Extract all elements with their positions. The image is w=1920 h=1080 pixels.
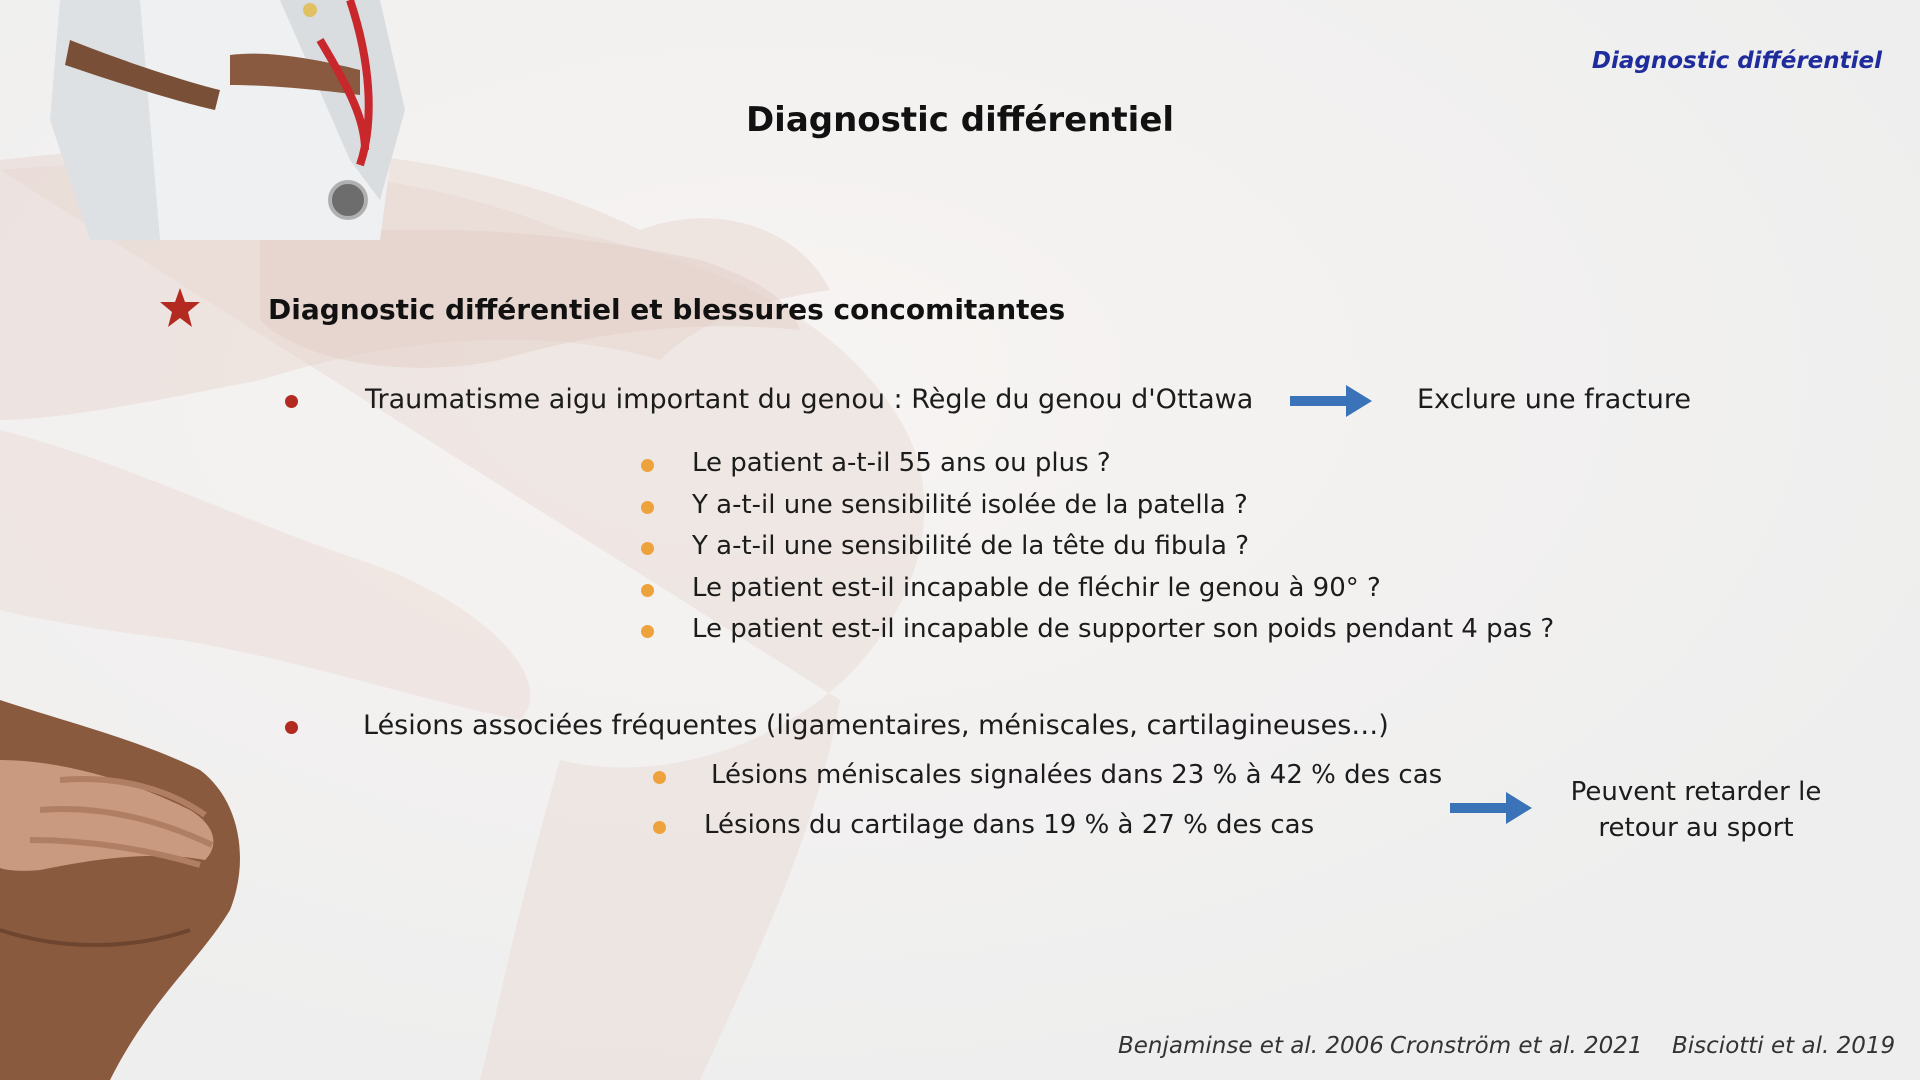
list-item-ottawa-rule: Traumatisme aigu important du genou : Règle du genou d'Ottawa [365, 384, 1254, 415]
bullet-dot [285, 721, 298, 734]
sub-list-item: Lésions du cartilage dans 19 % à 27 % des cas [704, 810, 1315, 840]
sub-bullet-dot [653, 821, 666, 834]
sub-bullet-dot [641, 584, 654, 597]
arrow-right-icon [1450, 790, 1532, 826]
corner-title: Diagnostic différentiel [1591, 48, 1882, 74]
sub-list-item: Le patient est-il incapable de supporter son poids pendant 4 pas ? [692, 614, 1555, 644]
page-title: Diagnostic différentiel [745, 100, 1175, 140]
citation: Benjaminse et al. 2006 [1118, 1033, 1384, 1059]
arrow-right-icon [1290, 383, 1372, 419]
bullet-dot [285, 395, 298, 408]
sub-list-item: Lésions méniscales signalées dans 23 % à 42 % des cas [711, 760, 1443, 790]
result-delay-return-to-sport: Peuvent retarder le retour au sport [1570, 777, 1822, 843]
sub-bullet-dot [641, 501, 654, 514]
star-icon [158, 286, 202, 330]
result-exclude-fracture: Exclure une fracture [1417, 384, 1691, 415]
sub-list-item: Y a-t-il une sensibilité isolée de la patella ? [692, 490, 1248, 520]
hand-on-knee-image [0, 700, 260, 1080]
sub-list-item: Le patient est-il incapable de fléchir le genou à 90° ? [692, 573, 1381, 603]
sub-list-item: Y a-t-il une sensibilité de la tête du fibula ? [692, 531, 1250, 561]
citation: Cronström et al. 2021 [1390, 1033, 1643, 1059]
citation: Bisciotti et al. 2019 [1672, 1033, 1896, 1059]
sub-bullet-dot [641, 542, 654, 555]
sub-bullet-dot [641, 459, 654, 472]
section-heading: Diagnostic différentiel et blessures concomitantes [268, 293, 1066, 326]
sub-bullet-dot [641, 625, 654, 638]
sub-bullet-dot [653, 771, 666, 784]
list-item-associated-lesions: Lésions associées fréquentes (ligamentaires, méniscales, cartilagineuses…) [363, 710, 1389, 741]
sub-list-item: Le patient a-t-il 55 ans ou plus ? [692, 448, 1111, 478]
